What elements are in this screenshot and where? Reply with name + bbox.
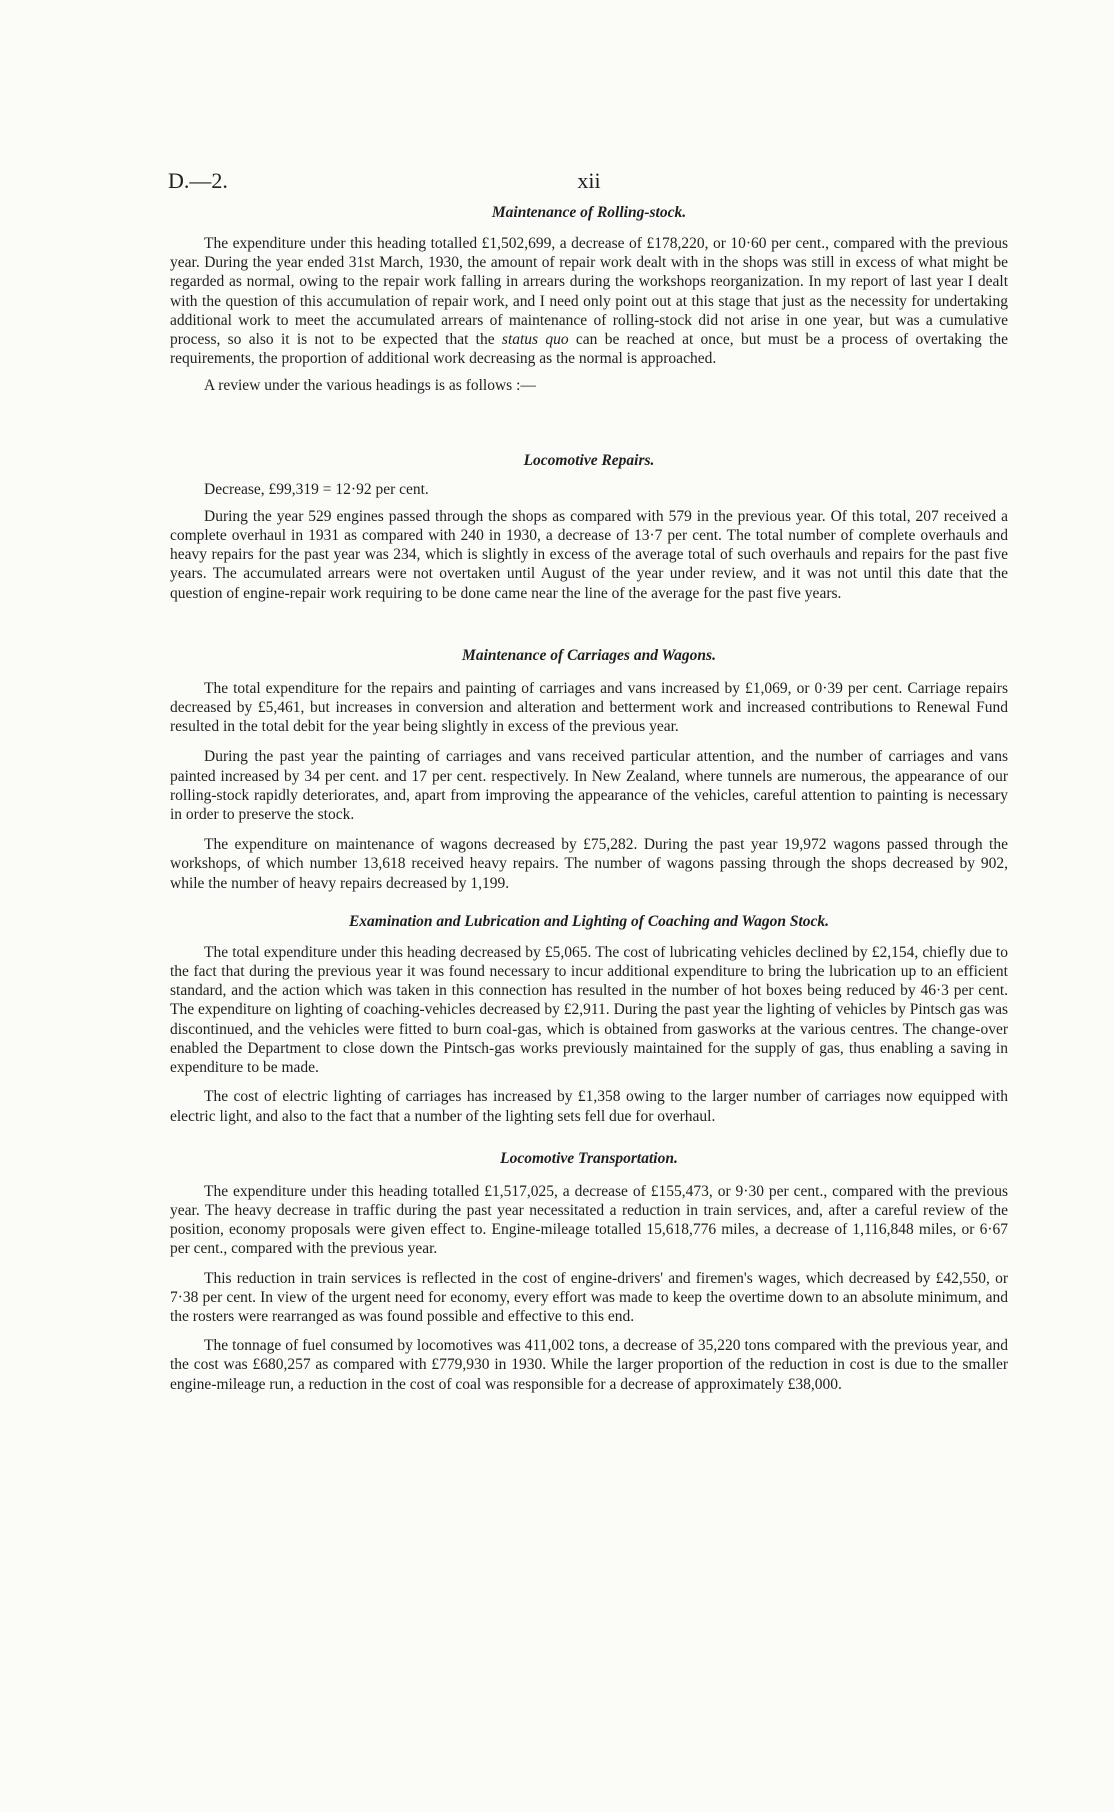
section-rolling-stock [170, 204, 1008, 396]
page-header [170, 168, 1008, 204]
section-heading: Maintenance of Carriages and Wagons. [462, 646, 716, 664]
paragraph: The tonnage of fuel consumed by locomotives was 411,002 tons, a decrease of 35,220 tons compared with the previous year, and the cost was £680,257 as compared with £779,930 in 1930. While the larger proportion of the reduction in cost is due to the smaller engine-mileage run, a reduction in the cost of coal was responsible for a decrease of approximately £38,000. [170, 1337, 1008, 1393]
section-locomotive-transportation [170, 1150, 1008, 1394]
italic-phrase: status quo [501, 331, 569, 349]
section-carriages-wagons [170, 647, 1008, 893]
paragraph: During the year 529 engines passed through the shops as compared with 579 in the previous year. Of this total, 207 received a complete overhaul in 1931 as compared with 240 in 1930, a decrease of 13·7 per cent. The total number of complete overhauls and heavy repairs for the past year was 234, which is slightly in excess of the average total of such overhauls and repairs for the past five years. The accumulated arrears were not overtaken until August of the year under review, and it was not until this date that the question of engine-repair work requiring to be done came near the line of the average for the past five years. [170, 507, 1008, 602]
paragraph: During the past year the painting of carriages and vans received particular attention, and the number of carriages and vans painted increased by 34 per cent. and 17 per cent. respectively. In New Zealand, where tunnels are numerous, the appearance of our rolling-stock rapidly deteriorates, and, apart from improving the appearance of the vehicles, careful attention to painting is necessary in order to preserve the stock. [170, 748, 1008, 824]
page-number: xii [577, 168, 601, 193]
paragraph: This reduction in train services is reflected in the cost of engine-drivers' and firemen's wages, which decreased by £42,550, or 7·38 per cent. In view of the urgent need for economy, every effort was made to keep the overtime down to an absolute minimum, and the rosters were rearranged as was found possible and effective to this end. [170, 1269, 1008, 1325]
paragraph: The total expenditure for the repairs and painting of carriages and vans increased by £1,069, or 0·39 per cent. Carriage repairs decreased by £5,461, but increases in conversion and alteration and betterment work and increased contributions to Renewal Fund resulted in the total debit for the year being slightly in excess of the previous year. [170, 679, 1008, 736]
paragraph: The total expenditure under this heading decreased by £5,065. The cost of lubricating vehicles declined by £2,154, chiefly due to the fact that during the previous year it was found necessary to incur additional expenditure to bring the lubrication up to an efficient standard, and the action which was taken in this connection has resulted in the number of hot boxes being reduced by 46·3 per cent. The expenditure on lighting of coaching-vehicles decreased by £2,911. During the past year the lighting of vehicles by Pintsch gas was discontinued, and the vehicles were fitted to burn coal-gas, which is obtained from gasworks at the various centres. The change-over enabled the Department to close down the Pintsch-gas works previously maintained for the supply of gas, thus enabling a saving in expenditure to be made. [170, 943, 1008, 1077]
section-heading: Locomotive Repairs. [523, 451, 655, 469]
section-heading: Locomotive Transportation. [500, 1149, 678, 1167]
paragraph: A review under the various headings is as follows :— [204, 377, 536, 395]
paragraph: The cost of electric lighting of carriages has increased by £1,358 owing to the larger number of carriages now equipped with electric light, and also to the fact that a number of the lighting sets fell due for overhaul. [170, 1088, 1008, 1125]
paragraph: Decrease, £99,319 = 12·92 per cent. [204, 480, 429, 498]
parliamentary-paper-ref: D.—2. [168, 168, 228, 193]
paragraph [170, 234, 1008, 368]
paragraph: The expenditure under this heading totalled £1,517,025, a decrease of £155,473, or 9·30 per cent., compared with the previous year. The heavy decrease in traffic during the past year necessitated a reduction in train services, and, after a careful review of the position, economy proposals were given effect to. Engine-mileage totalled 15,618,776 miles, a decrease of 1,116,848 miles, or 6·67 per cent., compared with the previous year. [170, 1182, 1008, 1258]
section-locomotive-repairs [170, 452, 1008, 603]
section-examination-lubrication [170, 913, 1008, 1126]
section-heading: Maintenance of Rolling-stock. [491, 204, 687, 221]
paragraph: The expenditure on maintenance of wagons decreased by £75,282. During the past year 19,972 wagons passed through the workshops, of which number 13,618 received heavy repairs. The number of wagons passing through the shops decreased by 902, while the number of heavy repairs decreased by 1,199. [170, 836, 1008, 892]
document-page [170, 168, 1008, 1394]
paragraph-text: The expenditure under this heading totalled £1,502,699, a decrease of £178,220, or 10·60 per cent., compared with the previous year. During the year ended 31st March, 1930, the amount of repair work dealt with in the shops was still in excess of what might be regarded as normal, owing to the repair work falling in arrears during the workshops reorganization. In my report of last year I dealt with the question of this accumulation of repair work, and I need only point out at this stage that just as the necessity for undertaking additional work to meet the accumulated arrears of maintenance of rolling-stock did not arise in one year, but was a cumulative process, so also it is not to be expected that the [170, 235, 1008, 349]
paragraph-text: can be reached at once, but must be a process of overtaking the requirements, the proportion of additional work decreasing as the normal is approached. [170, 331, 1008, 368]
section-heading: Examination and Lubrication and Lighting of Coaching and Wagon Stock. [348, 912, 830, 930]
